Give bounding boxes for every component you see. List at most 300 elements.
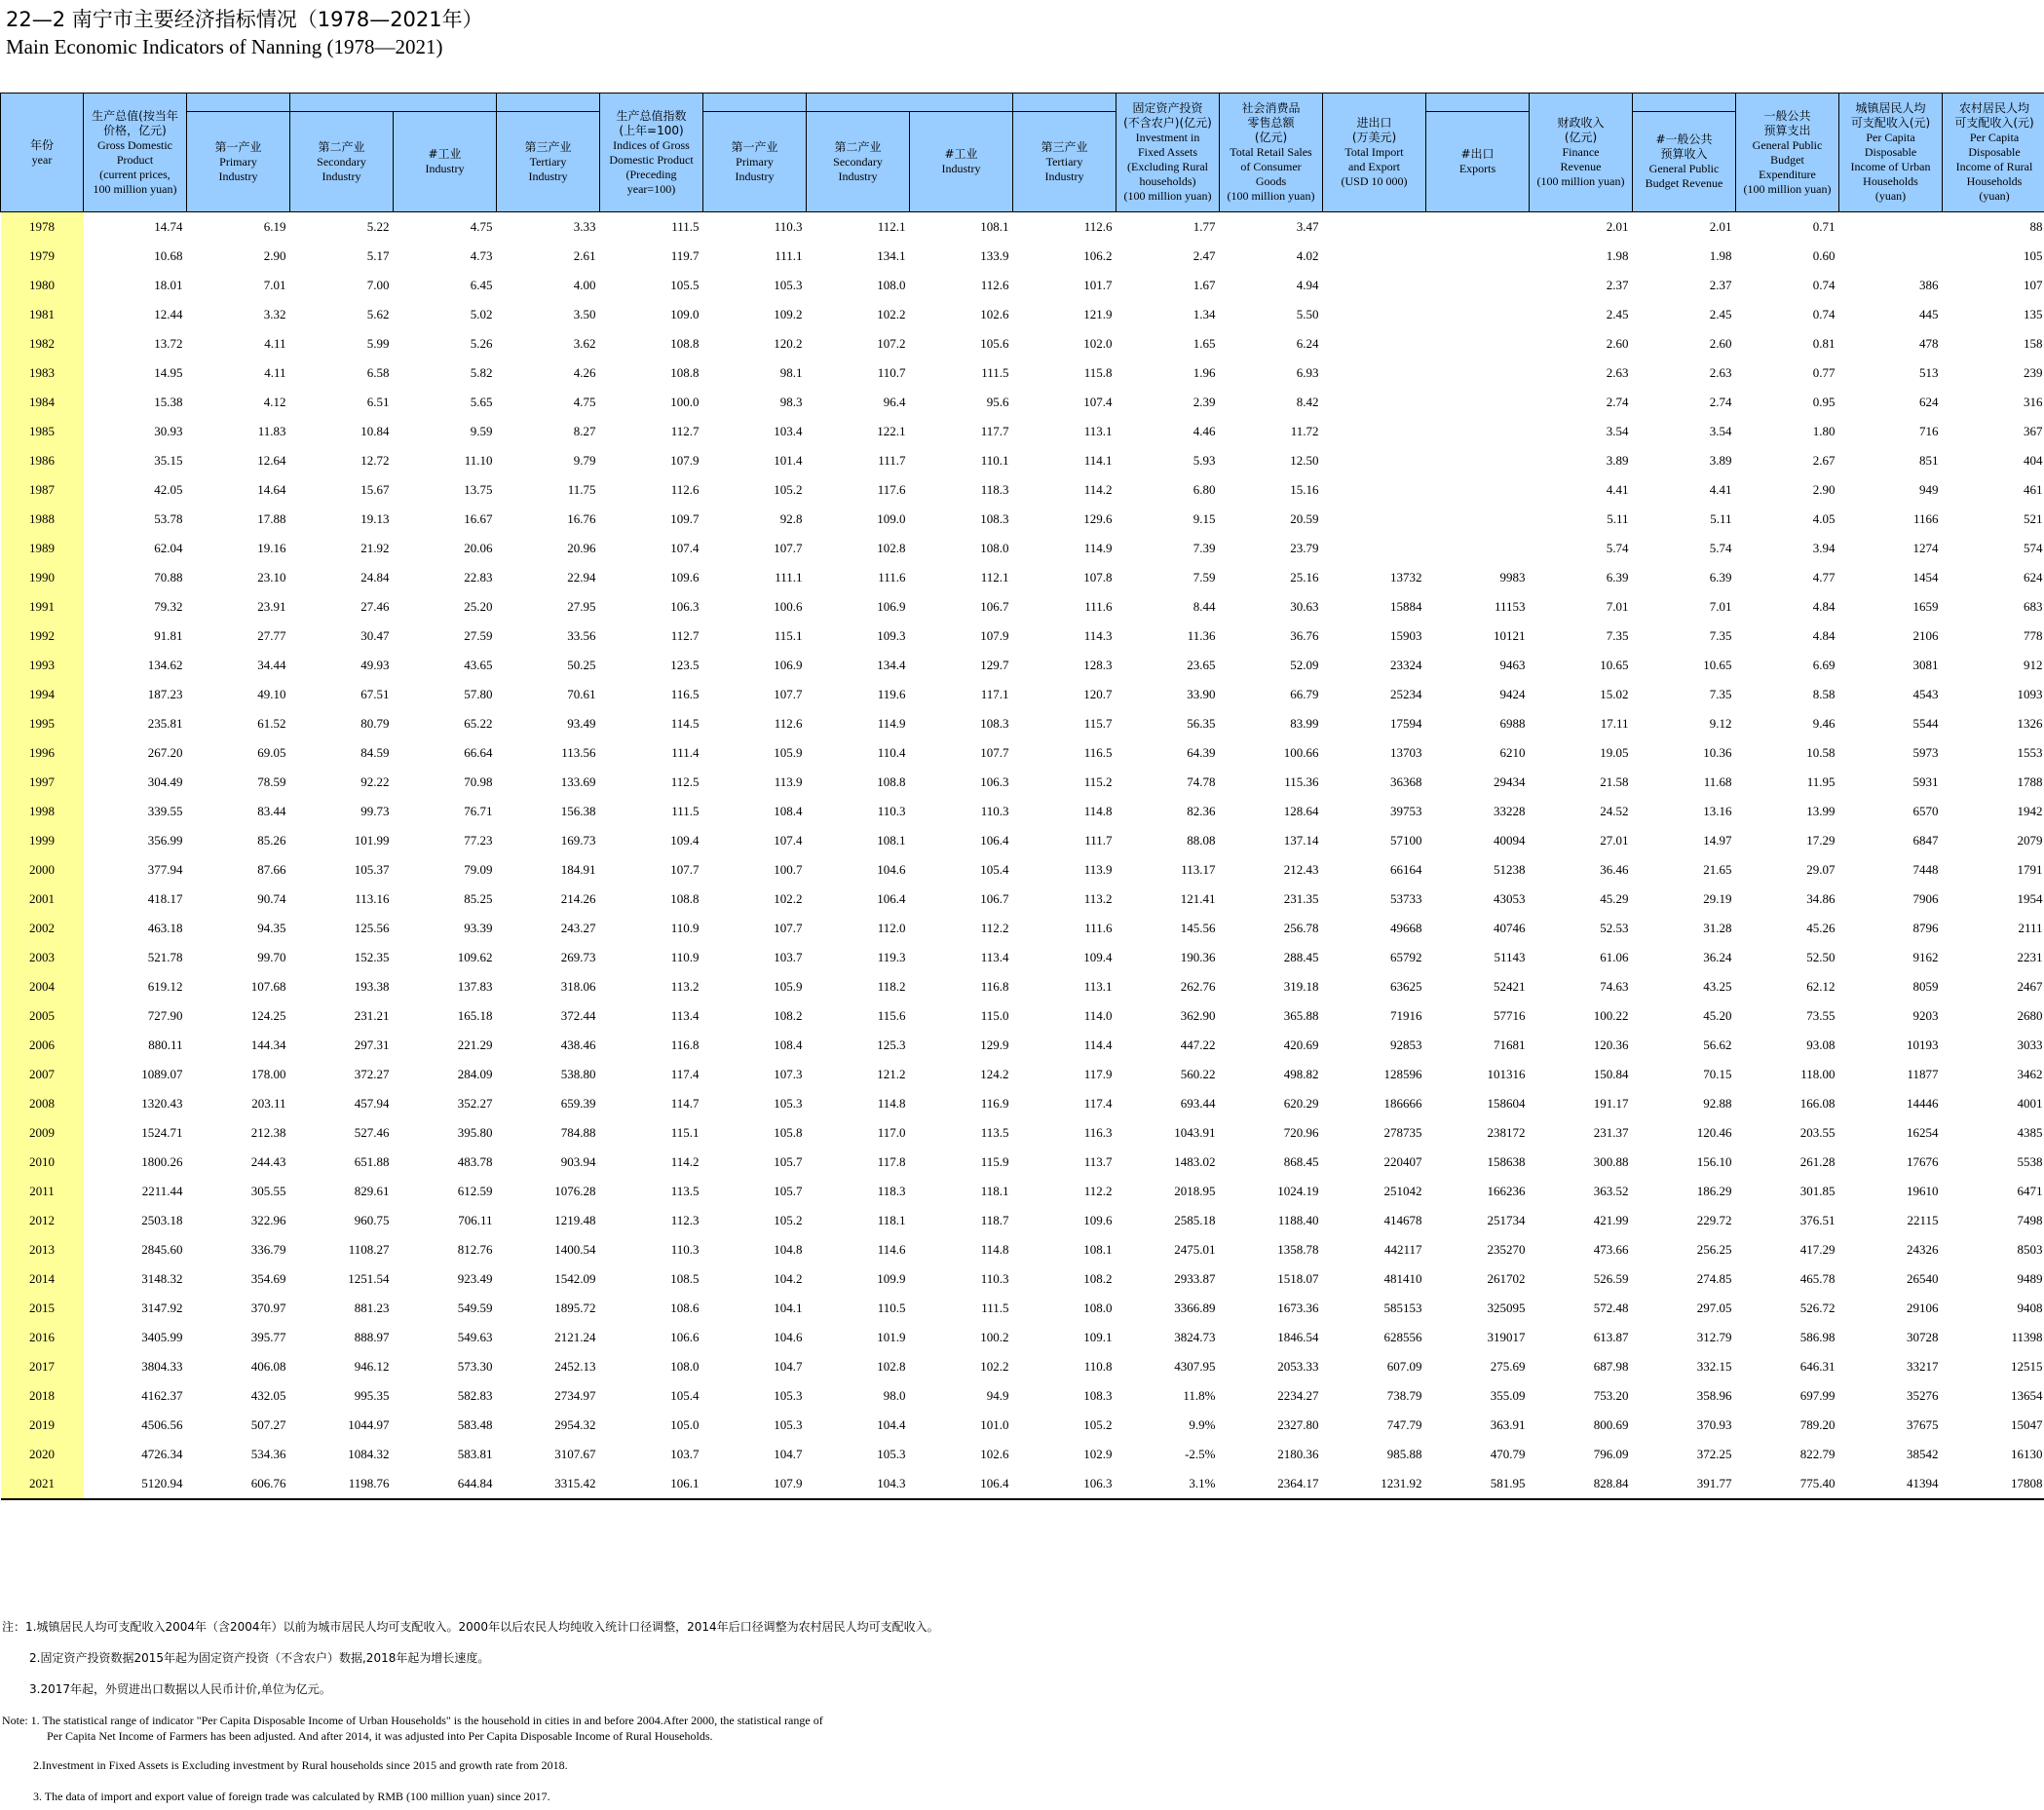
data-cell: 108.3 bbox=[980, 716, 1009, 731]
data-cell: 238172 bbox=[1487, 1125, 1526, 1140]
header-line: (万美元) bbox=[1351, 131, 1397, 144]
header-line: Finance bbox=[1562, 145, 1600, 159]
data-cell: 108.4 bbox=[774, 804, 803, 818]
data-cell: 102.6 bbox=[980, 307, 1009, 321]
header-line: Revenue bbox=[1560, 160, 1602, 173]
data-cell: 128.3 bbox=[1083, 658, 1113, 672]
data-cell: 83.99 bbox=[1290, 716, 1319, 731]
data-cell: 1553 bbox=[2017, 745, 2043, 760]
data-cell: 50.25 bbox=[567, 658, 596, 672]
data-cell: 125.56 bbox=[354, 921, 390, 935]
data-cell: 71916 bbox=[1390, 1008, 1422, 1023]
header-line: (Excluding Rural bbox=[1127, 160, 1208, 173]
data-cell: 135 bbox=[2024, 307, 2043, 321]
data-cell: 115.6 bbox=[877, 1008, 906, 1023]
data-cell: 19.16 bbox=[257, 541, 286, 555]
table-row bbox=[1, 1352, 2044, 1381]
data-cell: 372.25 bbox=[1696, 1447, 1732, 1461]
header-line: (Preceding bbox=[625, 167, 677, 181]
data-cell: 33217 bbox=[1907, 1359, 1939, 1374]
data-cell: 2231 bbox=[2017, 950, 2043, 964]
data-cell: 120.46 bbox=[1696, 1125, 1732, 1140]
data-cell: 445 bbox=[1919, 307, 1939, 321]
year-cell: 2000 bbox=[1, 855, 84, 885]
data-cell: 2.37 bbox=[1709, 278, 1732, 292]
data-cell: 56.62 bbox=[1703, 1037, 1732, 1052]
data-cell: 442117 bbox=[1383, 1242, 1422, 1257]
data-cell: 727.90 bbox=[147, 1008, 183, 1023]
data-cell: 107.8 bbox=[1083, 570, 1113, 584]
header-secondary bbox=[290, 112, 394, 212]
data-cell: 24.52 bbox=[1600, 804, 1629, 818]
data-cell: 231.21 bbox=[354, 1008, 390, 1023]
data-cell: 128.64 bbox=[1283, 804, 1319, 818]
data-cell: 319017 bbox=[1487, 1330, 1526, 1344]
data-cell: 716 bbox=[1919, 424, 1939, 438]
data-cell: 100.22 bbox=[1593, 1008, 1629, 1023]
data-cell: 25234 bbox=[1390, 687, 1422, 701]
data-cell: 15047 bbox=[2011, 1417, 2043, 1432]
year-cell: 1995 bbox=[1, 709, 84, 738]
data-cell: 16.76 bbox=[567, 511, 596, 526]
data-cell: 2933.87 bbox=[1174, 1271, 1216, 1286]
data-cell: 574 bbox=[2024, 541, 2043, 555]
data-cell: 3.32 bbox=[263, 307, 286, 321]
data-cell: 76.71 bbox=[464, 804, 493, 818]
data-cell: 417.29 bbox=[1799, 1242, 1836, 1257]
data-cell: 235.81 bbox=[147, 716, 183, 731]
data-cell: 105 bbox=[2024, 248, 2043, 263]
data-cell: 4726.34 bbox=[141, 1447, 183, 1461]
header-line: 预算支出 bbox=[1763, 123, 1811, 137]
table-row bbox=[1, 1294, 2044, 1323]
header-index-tertiary bbox=[1013, 112, 1117, 212]
data-cell: 108.0 bbox=[980, 541, 1009, 555]
data-cell: 108.0 bbox=[877, 278, 906, 292]
data-cell: 5.93 bbox=[1192, 453, 1216, 468]
header-line: 第三产业 bbox=[524, 139, 572, 154]
data-cell: 391.77 bbox=[1633, 1469, 1736, 1499]
data-cell: 64.39 bbox=[1187, 745, 1216, 760]
data-cell: 106.3 bbox=[980, 774, 1009, 789]
data-cell: 38542 bbox=[1907, 1447, 1939, 1461]
data-cell: 121.9 bbox=[1083, 307, 1113, 321]
data-cell: 738.79 bbox=[1386, 1388, 1422, 1403]
data-cell: 110.3 bbox=[703, 212, 807, 243]
data-cell: 66.64 bbox=[464, 745, 493, 760]
data-cell: 10193 bbox=[1907, 1037, 1939, 1052]
data-cell: 101.99 bbox=[354, 833, 390, 848]
data-cell: 1024.19 bbox=[1277, 1184, 1319, 1198]
data-cell: 110.7 bbox=[877, 365, 906, 380]
data-cell: 187.23 bbox=[147, 687, 183, 701]
data-cell: 325095 bbox=[1487, 1301, 1526, 1315]
header-line: 生产总值指数 bbox=[616, 108, 687, 123]
header-line: General Public bbox=[1752, 137, 1823, 152]
data-cell: 88.08 bbox=[1187, 833, 1216, 848]
data-cell: 109.6 bbox=[670, 570, 700, 584]
data-cell: 538.80 bbox=[560, 1067, 596, 1081]
year-cell: 1996 bbox=[1, 738, 84, 768]
data-cell bbox=[1839, 212, 1943, 243]
data-cell: 6.58 bbox=[366, 365, 390, 380]
data-cell: 34.44 bbox=[257, 658, 286, 672]
year-cell: 1981 bbox=[1, 300, 84, 329]
data-cell: 103.7 bbox=[670, 1447, 700, 1461]
data-cell: 29434 bbox=[1494, 774, 1526, 789]
data-cell: 267.20 bbox=[147, 745, 183, 760]
table-row bbox=[1, 826, 2044, 855]
data-cell: 12.72 bbox=[360, 453, 390, 468]
data-cell: -2.5% bbox=[1185, 1447, 1216, 1461]
data-cell: 117.8 bbox=[877, 1154, 906, 1169]
data-cell: 104.1 bbox=[774, 1301, 803, 1315]
data-cell: 607.09 bbox=[1386, 1359, 1422, 1374]
data-cell: 960.75 bbox=[354, 1213, 390, 1227]
data-cell: 14.64 bbox=[257, 482, 286, 497]
data-cell: 256.78 bbox=[1283, 921, 1319, 935]
data-cell: 115.7 bbox=[1083, 716, 1113, 731]
data-cell: 107.68 bbox=[250, 979, 286, 994]
data-cell: 1044.97 bbox=[348, 1417, 390, 1432]
data-cell: 9.46 bbox=[1812, 716, 1836, 731]
data-cell: 521 bbox=[2024, 511, 2043, 526]
data-cell: 102.2 bbox=[774, 891, 803, 906]
data-cell: 880.11 bbox=[148, 1037, 183, 1052]
data-cell: 288.45 bbox=[1283, 950, 1319, 964]
data-cell: 33.90 bbox=[1187, 687, 1216, 701]
data-cell: 111.6 bbox=[1084, 599, 1113, 614]
data-cell: 851 bbox=[1919, 453, 1939, 468]
data-cell: 526.59 bbox=[1593, 1271, 1629, 1286]
page-title-en: Main Economic Indicators of Nanning (1978—2021) bbox=[6, 35, 443, 58]
data-cell: 278735 bbox=[1383, 1125, 1422, 1140]
data-cell: 11.8% bbox=[1183, 1388, 1216, 1403]
data-cell: 104.2 bbox=[774, 1271, 803, 1286]
table-row bbox=[1, 1323, 2044, 1352]
data-cell: 102.6 bbox=[980, 1447, 1009, 1461]
data-cell: 284.09 bbox=[457, 1067, 493, 1081]
data-cell: 30728 bbox=[1907, 1330, 1939, 1344]
year-cell: 2018 bbox=[1, 1381, 84, 1411]
data-cell: 106.9 bbox=[877, 599, 906, 614]
data-cell: 470.79 bbox=[1490, 1447, 1526, 1461]
table-row bbox=[1, 1148, 2044, 1177]
data-cell: 5973 bbox=[1912, 745, 1939, 760]
data-cell: 105.3 bbox=[774, 1388, 803, 1403]
note-en-2: 2.Investment in Fixed Assets is Excluding investment by Rural households since 2015 and growth rate from 2018. bbox=[33, 1758, 568, 1772]
data-cell: 117.7 bbox=[980, 424, 1009, 438]
data-cell: 2234.27 bbox=[1277, 1388, 1319, 1403]
data-cell: 789.20 bbox=[1799, 1417, 1836, 1432]
data-cell: 15.02 bbox=[1600, 687, 1629, 701]
data-cell: 80.79 bbox=[360, 716, 390, 731]
data-cell: 105.7 bbox=[774, 1154, 803, 1169]
table-row bbox=[1, 1440, 2044, 1469]
table-row bbox=[1, 1381, 2044, 1411]
data-cell: 110.3 bbox=[980, 1271, 1009, 1286]
year-cell: 1988 bbox=[1, 505, 84, 534]
data-cell: 6.69 bbox=[1812, 658, 1836, 672]
header-line: #出口 bbox=[1460, 147, 1495, 161]
data-cell bbox=[1426, 388, 1530, 417]
header-line: Disposable bbox=[1968, 145, 2021, 159]
data-cell: 11153 bbox=[1494, 599, 1526, 614]
table-row bbox=[1, 622, 2044, 651]
data-cell: 251734 bbox=[1487, 1213, 1526, 1227]
year-cell: 2003 bbox=[1, 943, 84, 972]
data-cell: 79.09 bbox=[464, 862, 493, 877]
data-cell: 14.95 bbox=[154, 365, 183, 380]
data-cell: 318.06 bbox=[560, 979, 596, 994]
data-cell: 123.5 bbox=[670, 658, 700, 672]
data-cell: 5544 bbox=[1912, 716, 1939, 731]
year-cell: 2009 bbox=[1, 1118, 84, 1148]
data-cell: 473.66 bbox=[1593, 1242, 1629, 1257]
data-cell bbox=[1323, 475, 1426, 505]
data-cell: 2845.60 bbox=[141, 1242, 183, 1257]
header-line: Industry bbox=[425, 162, 465, 175]
header-index-industry bbox=[910, 112, 1013, 212]
data-cell: 3405.99 bbox=[141, 1330, 183, 1344]
data-cell: 800.69 bbox=[1593, 1417, 1629, 1432]
data-cell: 116.8 bbox=[670, 1037, 700, 1052]
data-cell: 8059 bbox=[1912, 979, 1939, 994]
data-cell: 1518.07 bbox=[1277, 1271, 1319, 1286]
table-row bbox=[1, 709, 2044, 738]
data-cell: 507.27 bbox=[250, 1417, 286, 1432]
data-cell: 87.66 bbox=[257, 862, 286, 877]
data-cell: 115.1 bbox=[670, 1125, 700, 1140]
data-cell: 15.67 bbox=[360, 482, 390, 497]
header-line: 进出口 bbox=[1356, 116, 1392, 130]
data-cell: 110.9 bbox=[670, 921, 700, 935]
header-line: Secondary bbox=[317, 154, 366, 169]
data-cell: 775.40 bbox=[1736, 1469, 1839, 1499]
header-spacer bbox=[497, 94, 600, 112]
data-cell: 69.05 bbox=[257, 745, 286, 760]
data-cell: 4307.95 bbox=[1174, 1359, 1216, 1374]
year-cell: 1982 bbox=[1, 329, 84, 358]
data-cell: 36368 bbox=[1390, 774, 1422, 789]
data-cell: 11.95 bbox=[1806, 774, 1836, 789]
data-cell: 107.4 bbox=[1083, 395, 1113, 409]
data-cell: 11.36 bbox=[1187, 628, 1216, 643]
data-cell: 40094 bbox=[1494, 833, 1526, 848]
data-cell: 10.36 bbox=[1703, 745, 1732, 760]
data-cell: 118.7 bbox=[980, 1213, 1009, 1227]
data-cell: 5.74 bbox=[1709, 541, 1732, 555]
data-cell: 3.54 bbox=[1709, 424, 1732, 438]
data-cell: 106.7 bbox=[980, 891, 1009, 906]
data-cell: 63625 bbox=[1390, 979, 1422, 994]
header-index-secondary bbox=[807, 112, 910, 212]
table-row bbox=[1, 885, 2044, 914]
data-cell: 113.9 bbox=[1083, 862, 1113, 877]
data-cell bbox=[1323, 242, 1426, 271]
data-cell: 457.94 bbox=[354, 1096, 390, 1111]
year-cell: 1994 bbox=[1, 680, 84, 709]
data-cell: 94.9 bbox=[986, 1388, 1009, 1403]
year-cell: 1991 bbox=[1, 592, 84, 622]
table-row bbox=[1, 1001, 2044, 1031]
data-cell: 4.75 bbox=[394, 212, 497, 243]
data-cell: 112.0 bbox=[877, 921, 906, 935]
data-cell: 2734.97 bbox=[554, 1388, 596, 1403]
data-cell: 4.05 bbox=[1812, 511, 1836, 526]
data-cell: 106.4 bbox=[877, 891, 906, 906]
data-cell: 1524.71 bbox=[141, 1125, 183, 1140]
data-cell: 117.4 bbox=[670, 1067, 700, 1081]
data-cell: 395.77 bbox=[250, 1330, 286, 1344]
data-cell bbox=[1426, 271, 1530, 300]
header-line: Total Retail Sales bbox=[1230, 145, 1312, 159]
data-cell: 109.0 bbox=[670, 307, 700, 321]
data-cell: 17.88 bbox=[257, 511, 286, 526]
data-cell: 114.9 bbox=[877, 716, 906, 731]
data-cell: 11.83 bbox=[257, 424, 286, 438]
data-cell: 114.8 bbox=[1083, 804, 1113, 818]
data-cell: 297.05 bbox=[1696, 1301, 1732, 1315]
data-cell: 2111 bbox=[2018, 921, 2043, 935]
data-cell: 4.75 bbox=[573, 395, 596, 409]
table-row bbox=[1, 1118, 2044, 1148]
data-cell: 7.01 bbox=[1709, 599, 1732, 614]
data-cell: 17808 bbox=[1943, 1469, 2044, 1499]
data-cell: 243.27 bbox=[560, 921, 596, 935]
data-cell: 356.99 bbox=[147, 833, 183, 848]
year-cell: 2008 bbox=[1, 1089, 84, 1118]
data-cell bbox=[1323, 329, 1426, 358]
header-finance-revenue bbox=[1530, 94, 1633, 212]
data-cell: 41394 bbox=[1839, 1469, 1943, 1499]
data-cell bbox=[1426, 534, 1530, 563]
data-cell: 104.8 bbox=[774, 1242, 803, 1257]
data-cell: 644.84 bbox=[394, 1469, 497, 1499]
header-line: 第一产业 bbox=[731, 139, 778, 154]
data-cell: 112.3 bbox=[670, 1213, 700, 1227]
data-cell: 100.7 bbox=[774, 862, 803, 877]
table-row bbox=[1, 388, 2044, 417]
data-cell: 137.14 bbox=[1283, 833, 1319, 848]
data-cell: 102.8 bbox=[877, 541, 906, 555]
data-cell: 414678 bbox=[1383, 1213, 1422, 1227]
header-line: (亿元) bbox=[1564, 131, 1598, 144]
data-cell: 1326 bbox=[2017, 716, 2043, 731]
data-cell: 43053 bbox=[1494, 891, 1526, 906]
data-cell: 7498 bbox=[2017, 1213, 2043, 1227]
data-cell: 105.3 bbox=[774, 1417, 803, 1432]
data-cell: 498.82 bbox=[1283, 1067, 1319, 1081]
table-row bbox=[1, 1089, 2044, 1118]
data-cell: 36.24 bbox=[1703, 950, 1732, 964]
data-cell: 1108.27 bbox=[348, 1242, 390, 1257]
data-cell: 339.55 bbox=[147, 804, 183, 818]
data-cell: 105.3 bbox=[877, 1447, 906, 1461]
data-cell: 30.93 bbox=[154, 424, 183, 438]
data-cell: 27.77 bbox=[257, 628, 286, 643]
header-line: #工业 bbox=[944, 147, 978, 161]
data-cell: 165.18 bbox=[457, 1008, 493, 1023]
data-cell: 56.35 bbox=[1187, 716, 1216, 731]
data-cell: 114.5 bbox=[670, 716, 700, 731]
data-cell: 6210 bbox=[1499, 745, 1526, 760]
data-cell: 3081 bbox=[1912, 658, 1939, 672]
data-cell: 7.35 bbox=[1709, 687, 1732, 701]
data-cell: 0.81 bbox=[1812, 336, 1836, 351]
data-cell: 104.7 bbox=[774, 1447, 803, 1461]
data-cell: 124.2 bbox=[980, 1067, 1009, 1081]
data-cell: 8796 bbox=[1912, 921, 1939, 935]
data-cell: 105.4 bbox=[670, 1388, 700, 1403]
header-line: Industry bbox=[218, 169, 258, 183]
data-cell: 57100 bbox=[1390, 833, 1422, 848]
data-cell: 13732 bbox=[1390, 570, 1422, 584]
data-cell: 107.7 bbox=[774, 687, 803, 701]
header-line: Domestic Product bbox=[609, 152, 694, 167]
data-cell: 513 bbox=[1919, 365, 1939, 380]
data-cell: 106.9 bbox=[774, 658, 803, 672]
data-cell: 118.2 bbox=[877, 979, 906, 994]
table-row bbox=[1, 1031, 2044, 1060]
header-line: 第一产业 bbox=[214, 139, 262, 154]
data-cell: 112.7 bbox=[670, 628, 700, 643]
data-cell: 995.35 bbox=[354, 1388, 390, 1403]
data-cell: 116.5 bbox=[670, 687, 700, 701]
header-line: 城镇居民人均 bbox=[1855, 101, 1926, 115]
data-cell: 112.6 bbox=[774, 716, 803, 731]
data-cell: 549.63 bbox=[457, 1330, 493, 1344]
table-row bbox=[1, 914, 2044, 943]
data-cell: 107.4 bbox=[774, 833, 803, 848]
data-cell: 98.0 bbox=[883, 1388, 906, 1403]
year-cell: 2006 bbox=[1, 1031, 84, 1060]
data-cell bbox=[1323, 358, 1426, 388]
data-cell: 43.65 bbox=[464, 658, 493, 672]
data-cell: 107.9 bbox=[703, 1469, 807, 1499]
data-cell: 0.71 bbox=[1736, 212, 1839, 243]
data-cell: 108.1 bbox=[910, 212, 1013, 243]
data-cell: 4.73 bbox=[470, 248, 493, 263]
data-cell: 77.23 bbox=[464, 833, 493, 848]
data-cell: 109.2 bbox=[774, 307, 803, 321]
header-line: Per Capita bbox=[1969, 131, 2020, 144]
data-cell: 5.65 bbox=[470, 395, 493, 409]
data-cell: 1198.76 bbox=[290, 1469, 394, 1499]
table-row bbox=[1, 1469, 2044, 1499]
header-spacer bbox=[290, 94, 497, 112]
data-cell: 868.45 bbox=[1283, 1154, 1319, 1169]
data-cell: 107.7 bbox=[670, 862, 700, 877]
data-cell: 8.58 bbox=[1812, 687, 1836, 701]
data-cell: 912 bbox=[2024, 658, 2043, 672]
data-cell: 274.85 bbox=[1696, 1271, 1732, 1286]
data-cell: 586.98 bbox=[1799, 1330, 1836, 1344]
data-cell: 118.3 bbox=[980, 482, 1009, 497]
data-cell: 34.86 bbox=[1806, 891, 1836, 906]
data-cell: 78.59 bbox=[257, 774, 286, 789]
data-cell: 134.4 bbox=[877, 658, 906, 672]
header-line: (100 million yuan) bbox=[1743, 181, 1832, 196]
data-cell: 121.41 bbox=[1180, 891, 1216, 906]
data-cell: 12.50 bbox=[1290, 453, 1319, 468]
data-cell: 100.0 bbox=[670, 395, 700, 409]
data-cell: 115.8 bbox=[1083, 365, 1113, 380]
year-cell: 1983 bbox=[1, 358, 84, 388]
data-cell: 16254 bbox=[1907, 1125, 1939, 1140]
data-cell: 2.63 bbox=[1606, 365, 1629, 380]
year-cell: 1978 bbox=[1, 212, 84, 243]
